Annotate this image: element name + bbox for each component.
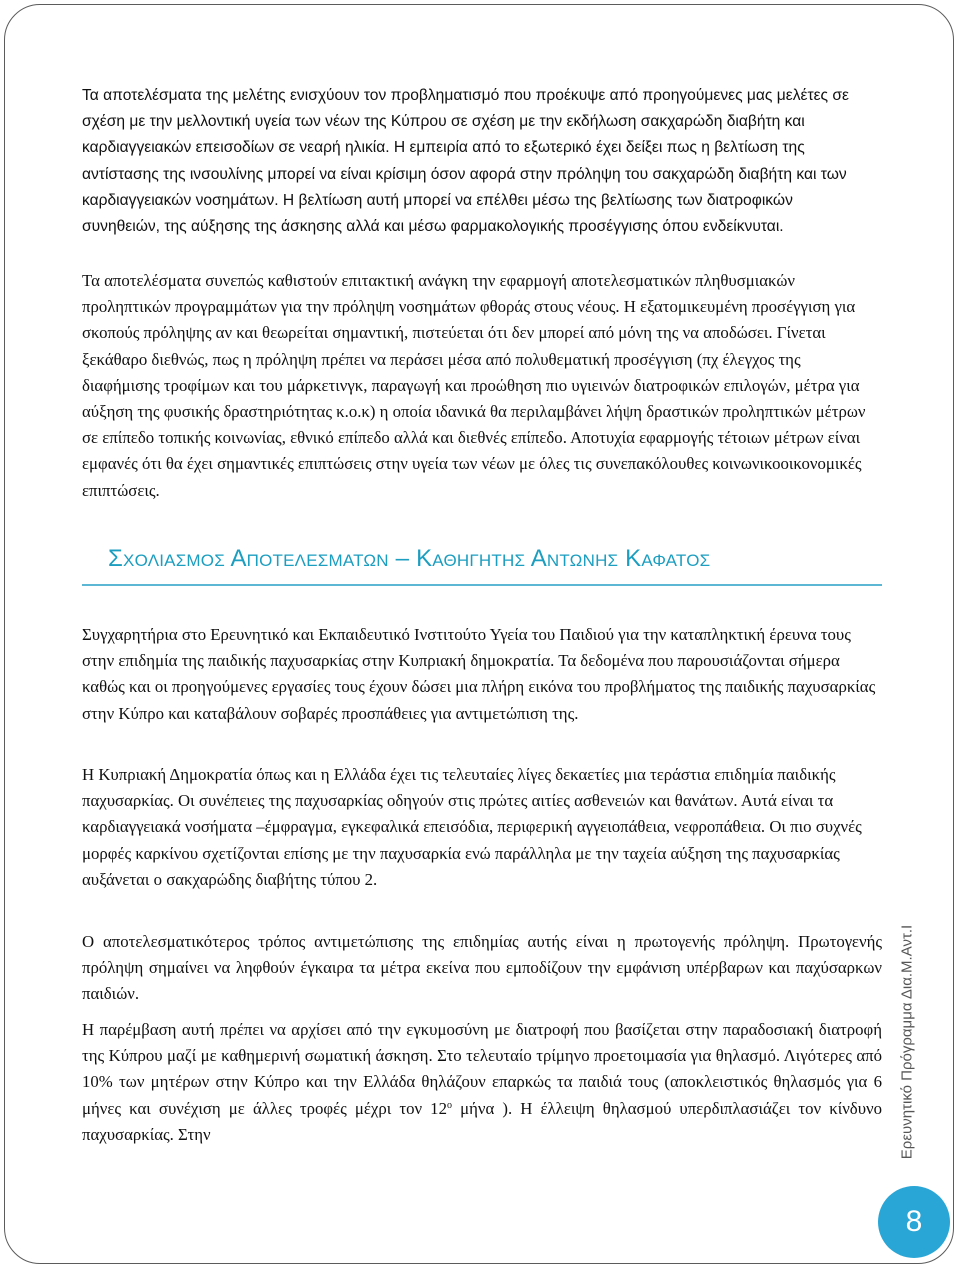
paragraph-text-part-1: Η παρέμβαση αυτή πρέπει να αρχίσει από την εγκυμοσύνη με διατροφή που βασίζεται στην παραδοσιακή διατροφή της Κύπρου μαζί με καθημερινή σωματική άσκηση. Στο τελευταίο τρίμηνο προετοιμασία για θηλασμό. Λιγότερες από 10% των μητέρων στην Κύπρο και την Ελλάδα θηλάζουν επαρκώς τα παιδιά τους (αποκλειστικός θηλασμός για 6 μήνες και συνέχιση με άλλες τροφές μέχρι τον 12 xyxy=(82,1020,882,1118)
page-number-badge xyxy=(878,1186,950,1258)
sidebar-caption xyxy=(891,918,923,1166)
ordinal-superscript: ο xyxy=(446,1099,452,1111)
sidebar-caption-text: Ερευνητικό Πρόγραμμα Δια.Μ.Αντ.Ι xyxy=(898,924,916,1160)
paragraph-congratulations: Συγχαρητήρια στο Ερευνητικό και Εκπαιδευτικό Ινστιτούτο Υγεία του Παιδιού για την καταπληκτική έρευνα τους στην επιδημία της παιδικής παχυσαρκίας στην Κυπριακή δημοκρατία. Τα δεδομένα που παρουσιάζονται σήμερα καθώς και οι προηγούμενες εργασίες τους έχουν δώσει μια πλήρη εικόνα του προβλήματος της παιδικής παχυσαρκίας στην Κύπρο και καταβάλουν σοβαρές προσπάθειες για αντιμετώπιση της. xyxy=(82,625,876,723)
paragraph-pregnancy-intervention xyxy=(82,1017,882,1148)
paragraph-prevention-programs: Τα αποτελέσματα συνεπώς καθιστούν επιτακτική ανάγκη την εφαρμογή αποτελεσματικών πληθυσμιακών προληπτικών προγραμμάτων για την πρόληψη νοσημάτων φθοράς στους νέους. Η εξατομικευμένη προσέγγιση για σκοπούς πρόληψης αν και θεωρείται σημαντική, πιστεύεται ότι δεν μπορεί από μόνη της να αποδώσει. Γίνεται ξεκάθαρο διεθνώς, πως η πρόληψη πρέπει να περάσει μέσα από πολυθεματική προσέγγιση (πχ έλεγχος της διαφήμισης τροφίμων και του μάρκετινγκ, παραγωγή και προώθηση πιο υγιεινών διατροφικών επιλογών, μέτρα για αύξηση της φυσικής δραστηριότητας κ.ο.κ) η οποία ιδανικά θα περιλαμβάνει λήψη δραστικών προληπτικών μέτρων σε επίπεδο τοπικής κοινωνίας, εθνικό επίπεδο αλλά και διεθνές επίπεδο. Αποτυχία εφαρμογής τέτοιων μέτρων είναι εμφανές ότι θα έχει σημαντικές επιπτώσεις στην υγεία των νέων με όλες τις συνεπακόλουθες κοινωνικοοικονομικές επιπτώσεις. xyxy=(82,271,866,500)
paragraph-obesity-epidemic: Η Κυπριακή Δημοκρατία όπως και η Ελλάδα έχει τις τελευταίες λίγες δεκαετίες μια τεράστια επιδημία παιδικής παχυσαρκίας. Οι συνέπειες της παχυσαρκίας οδηγούν στις πρώτες αιτίες ασθενειών και θανάτων. Αυτά είναι τα καρδιαγγειακά νοσήματα –έμφραγμα, εγκεφαλικά επεισόδια, περιφερική αγγειοπάθεια, νεφροπάθεια. Οι πιο συχνές μορφές καρκίνου σχετίζονται επίσης με την παχυσαρκία ενώ παράλληλα με την ταχεία αύξηση της παχυσαρκίας αυξάνεται ο σακχαρώδης διαβήτης τύπου 2. xyxy=(82,765,862,889)
section-heading: Σχολιασμος Αποτελεσματων – Καθηγητης Αντωνης Καφατος xyxy=(108,545,711,572)
paragraph-text-part-2: μήνα ). Η έλλειψη θηλασμού υπερδιπλασιάζει τον κίνδυνο παχυσαρκίας. Στην xyxy=(82,1098,882,1144)
page-number: 8 xyxy=(905,1205,923,1238)
heading-underline xyxy=(82,584,882,586)
paragraph-primary-prevention: Ο αποτελεσματικότερος τρόπος αντιμετώπισης της επιδημίας αυτής είναι η πρωτογενής πρόληψη. Πρωτογενής πρόληψη σημαίνει να ληφθούν έγκαιρα τα μέτρα εκείνα που εμποδίζουν την εμφάνιση υπέρβαρων και παχύσαρκων παιδιών. xyxy=(82,932,882,1004)
paragraph-study-results: Τα αποτελέσματα της μελέτης ενισχύουν τον προβληματισμό που προέκυψε από προηγούμενες μας μελέτες σε σχέση με την μελλοντική υγεία των νέων της Κύπρου σε σχέση με την εκδήλωση σακχαρώδη διαβήτη και καρδιαγγειακών επεισοδίων σε νεαρή ηλικία. Η εμπειρία από το εξωτερικό έχει δείξει πως η βελτίωση της αντίστασης της ινσουλίνης μπορεί να είναι κρίσιμη όσον αφορά στην πρόληψη του σακχαρώδη διαβήτη και των καρδιαγγειακών νοσημάτων. Η βελτίωση αυτή μπορεί να επέλθει μέσω της βελτίωσης των διατροφικών συνηθειών, της αύξησης της άσκησης αλλά και μέσω φαρμακολογικής προσέγγισης όπου ενδείκνυται. xyxy=(82,87,849,236)
